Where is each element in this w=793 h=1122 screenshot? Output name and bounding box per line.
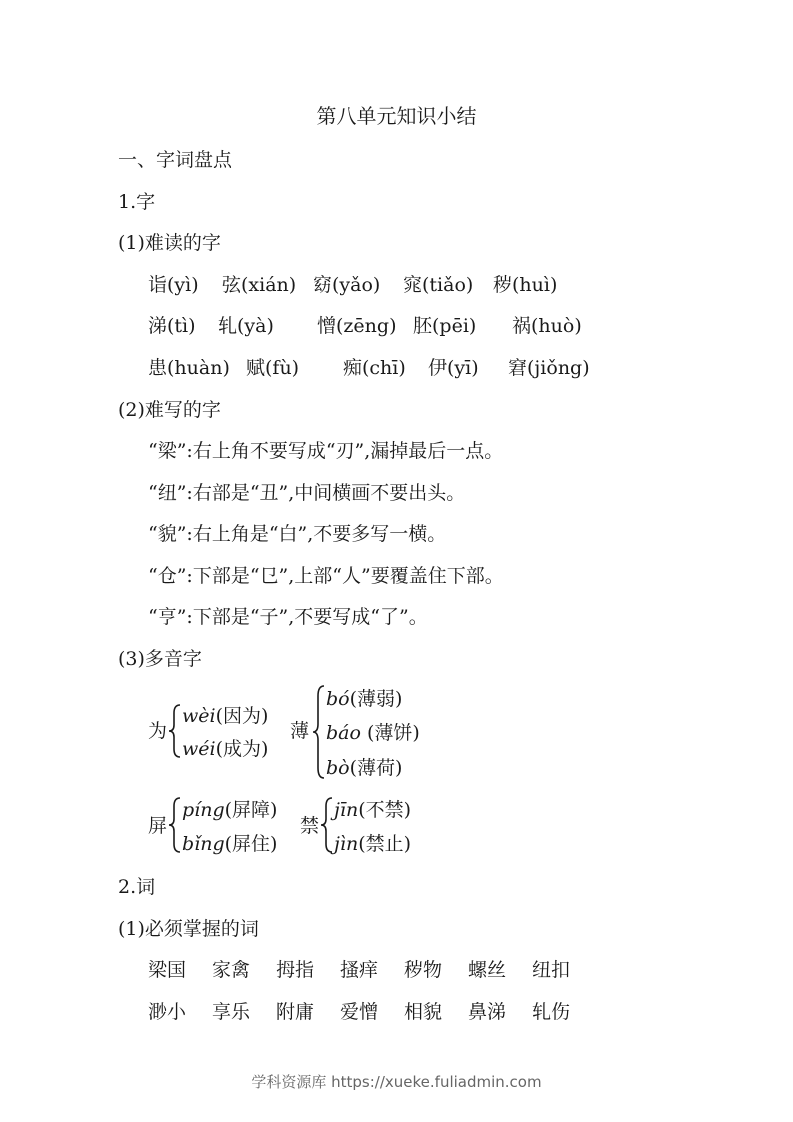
brace-icon: [312, 684, 326, 780]
list-item: 涕(tì): [148, 315, 196, 337]
hard-read-heading: (1)难读的字: [118, 232, 221, 254]
list-item: 家禽: [212, 959, 251, 981]
brace-icon: [320, 796, 334, 854]
list-item: 轧(yà): [218, 315, 274, 337]
brace-icon: [168, 703, 182, 759]
must-words-heading: (1)必须掌握的词: [118, 918, 259, 940]
footer-watermark: 学科资源库 https://xueke.fuliadmin.com: [251, 1073, 542, 1091]
pinyin: jìn: [334, 833, 359, 855]
hard-write-line: “仓”:下部是“㔾”,上部“人”要覆盖住下部。: [148, 565, 504, 587]
list-item: 伊(yī): [428, 357, 479, 379]
pinyin: bò: [326, 757, 350, 779]
list-item: 患(huàn): [148, 357, 230, 379]
example-word: (不禁): [358, 799, 412, 821]
list-item: 秽物: [404, 959, 443, 981]
list-item: 赋(fù): [246, 357, 300, 379]
list-item: 拇指: [276, 959, 315, 981]
list-item: 胚(pēi): [413, 315, 477, 337]
list-item: 诣(yì): [148, 274, 199, 296]
pinyin: báo: [326, 722, 361, 744]
hard-write-heading: (2)难写的字: [118, 399, 221, 421]
polyphone-char: 为: [148, 720, 168, 742]
subsection-heading: 2.词: [118, 876, 156, 898]
section-heading: 一、字词盘点: [118, 149, 233, 171]
pinyin: píng: [182, 799, 225, 821]
pinyin: bó: [326, 688, 350, 710]
example-word: (禁止): [358, 833, 412, 855]
list-item: 窕(tiǎo): [403, 274, 474, 296]
polyphone-char: 薄: [290, 720, 310, 742]
list-item: 搔痒: [340, 959, 379, 981]
polyphone-heading: (3)多音字: [118, 648, 202, 670]
list-item: 秽(huì): [493, 274, 558, 296]
list-item: 痴(chī): [343, 357, 406, 379]
example-word: (屏障): [224, 799, 278, 821]
pinyin: wéi: [182, 738, 216, 760]
list-item: 弦(xián): [222, 274, 297, 296]
example-word: (薄弱): [349, 688, 403, 710]
pinyin: jīn: [334, 799, 359, 821]
list-item: 鼻涕: [468, 1001, 507, 1023]
page-title: 第八单元知识小结: [316, 104, 477, 128]
hard-write-line: “纽”:右部是“丑”,中间横画不要出头。: [148, 482, 466, 504]
polyphone-char: 屏: [148, 815, 168, 837]
example-word: (屏住): [224, 833, 278, 855]
list-item: 憎(zēng): [317, 315, 397, 337]
example-word: (成为): [215, 738, 269, 760]
list-item: 梁国: [148, 959, 187, 981]
brace-icon: [168, 796, 182, 854]
polyphone-char: 禁: [300, 815, 320, 837]
list-item: 轧伤: [532, 1001, 571, 1023]
example-word: (薄饼): [360, 722, 420, 744]
example-word: (薄荷): [349, 757, 403, 779]
list-item: 祸(huò): [512, 315, 582, 337]
list-item: 窈(yǎo): [313, 274, 381, 296]
list-item: 窘(jiǒng): [508, 357, 590, 379]
list-item: 相貌: [404, 1001, 443, 1023]
list-item: 爱憎: [340, 1001, 379, 1023]
hard-write-line: “梁”:右上角不要写成“刃”,漏掉最后一点。: [148, 440, 504, 462]
hard-write-line: “亨”:下部是“子”,不要写成“了”。: [148, 606, 428, 628]
subsection-heading: 1.字: [118, 191, 156, 213]
list-item: 纽扣: [532, 959, 571, 981]
example-word: (因为): [215, 705, 269, 727]
list-item: 渺小: [148, 1001, 187, 1023]
list-item: 螺丝: [468, 959, 507, 981]
pinyin: wèi: [182, 705, 216, 727]
hard-write-line: “貌”:右上角是“白”,不要多写一横。: [148, 523, 447, 545]
list-item: 附庸: [276, 1001, 315, 1023]
list-item: 享乐: [212, 1001, 251, 1023]
pinyin: bǐng: [182, 833, 225, 855]
